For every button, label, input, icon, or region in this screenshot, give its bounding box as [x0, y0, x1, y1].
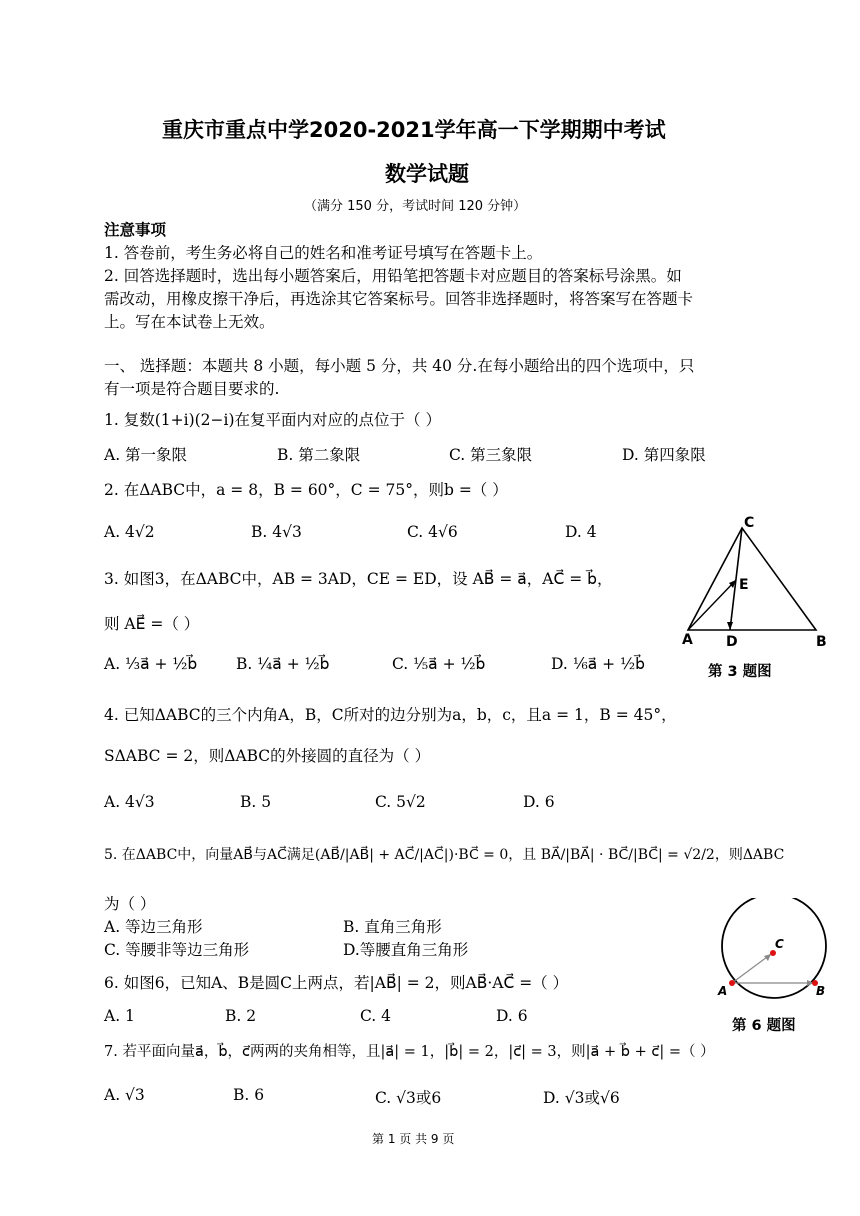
section-1-instruction-line-1: 一、 选择题：本题共 8 小题，每小题 5 分，共 40 分.在每小题给出的四个选项中，只 — [104, 357, 695, 375]
question-7-option-b: B. 6 — [233, 1086, 265, 1104]
exam-title: 重庆市重点中学2020-2021学年高一下学期期中考试 — [162, 118, 666, 142]
question-3-option-d: D. ⅙a⃗ + ½b⃗ — [551, 655, 645, 673]
question-3-stem-line-2: 则 AE⃗ =（ ） — [104, 615, 200, 633]
point-a — [729, 980, 735, 986]
label-a: A — [682, 632, 693, 648]
question-5-stem-line-1: 5. 在ΔABC中，向量AB⃗与AC⃗满足(AB⃗/|AB⃗| + AC⃗/|AC⃗|)·BC⃗ = 0，且 BA⃗/|BA⃗| · BC⃗/|BC⃗| = √2/2，则ΔABC — [104, 847, 785, 863]
question-5-option-d: D.等腰直角三角形 — [343, 941, 469, 959]
figure-3-triangle — [676, 514, 836, 654]
question-7-option-a: A. √3 — [104, 1086, 145, 1104]
question-4-option-d: D. 6 — [523, 793, 555, 811]
question-2-option-a: A. 4√2 — [104, 523, 155, 541]
question-3-option-a: A. ⅓a⃗ + ½b⃗ — [104, 655, 198, 673]
question-6-option-c: C. 4 — [360, 1007, 392, 1025]
question-3-stem-line-1: 3. 如图3，在ΔABC中，AB = 3AD，CE = ED，设 AB⃗ = a⃗，AC⃗ = b⃗， — [104, 570, 613, 588]
notice-item-1: 1. 答卷前，考生务必将自己的姓名和准考证号填写在答题卡上。 — [104, 244, 543, 262]
question-1-stem: 1. 复数(1+i)(2−i)在复平面内对应的点位于（ ） — [104, 411, 441, 429]
question-5-option-b: B. 直角三角形 — [343, 918, 442, 936]
question-5-option-a: A. 等边三角形 — [104, 918, 203, 936]
question-6-stem: 6. 如图6，已知A、B是圆C上两点，若|AB⃗| = 2，则AB⃗·AC⃗ =（ ） — [104, 974, 569, 992]
question-2-option-b: B. 4√3 — [251, 523, 302, 541]
subject-title: 数学试题 — [385, 162, 469, 186]
question-6-option-a: A. 1 — [104, 1007, 135, 1025]
question-1-option-d: D. 第四象限 — [622, 446, 706, 464]
notice-heading: 注意事项 — [104, 221, 167, 239]
label-d: D — [726, 634, 738, 650]
question-2-option-d: D. 4 — [565, 523, 597, 541]
notice-item-2-line-1: 2. 回答选择题时，选出每小题答案后，用铅笔把答题卡对应题目的答案标号涂黑。如 — [104, 267, 682, 285]
label-b: B — [816, 984, 826, 998]
question-4-stem-line-2: SΔABC = 2，则ΔABC的外接圆的直径为（ ） — [104, 747, 431, 765]
page-number: 第 1 页 共 9 页 — [372, 1132, 455, 1146]
question-7-option-d: D. √3或√6 — [543, 1089, 620, 1107]
triangle-abc — [688, 528, 816, 630]
question-1-option-c: C. 第三象限 — [449, 446, 533, 464]
label-e: E — [739, 577, 749, 593]
question-2-option-c: C. 4√6 — [407, 523, 458, 541]
notice-item-2-line-2: 需改动，用橡皮擦干净后，再选涂其它答案标号。回答非选择题时，将答案写在答题卡 — [104, 290, 694, 308]
segment-ac — [732, 954, 771, 983]
question-7-option-c: C. √3或6 — [375, 1089, 442, 1107]
exam-info: （满分 150 分，考试时间 120 分钟） — [304, 199, 527, 214]
label-a: A — [718, 984, 728, 998]
question-4-option-b: B. 5 — [240, 793, 272, 811]
section-1-instruction-line-2: 有一项是符合题目要求的. — [104, 380, 280, 398]
question-1-option-a: A. 第一象限 — [104, 446, 188, 464]
figure-3-caption: 第 3 题图 — [708, 664, 772, 680]
label-c: C — [775, 937, 784, 951]
question-7-stem: 7. 若平面向量a⃗，b⃗，c⃗两两的夹角相等，且|a⃗| = 1，|b⃗| = 2，|c⃗| = 3，则|a⃗ + b⃗ + c⃗| =（ ） — [104, 1044, 715, 1060]
question-1-option-b: B. 第二象限 — [277, 446, 361, 464]
question-5-option-c: C. 等腰非等边三角形 — [104, 941, 250, 959]
question-2-stem: 2. 在ΔABC中，a = 8，B = 60°，C = 75°，则b =（ ） — [104, 481, 508, 499]
arrow-head-d — [727, 622, 733, 630]
question-5-stem-line-2: 为（ ） — [104, 895, 156, 913]
question-3-option-b: B. ¼a⃗ + ½b⃗ — [236, 655, 330, 673]
notice-item-2-line-3: 上。写在本试卷上无效。 — [104, 313, 275, 331]
question-4-option-a: A. 4√3 — [104, 793, 155, 811]
question-4-stem-line-1: 4. 已知ΔABC的三个内角A，B，C所对的边分别为a，b，c，且a = 1，B = 45°， — [104, 706, 677, 724]
figure-6-circle — [710, 898, 836, 1010]
question-6-option-d: D. 6 — [496, 1007, 528, 1025]
label-c: C — [744, 515, 755, 531]
figure-6-caption: 第 6 题图 — [732, 1018, 796, 1034]
label-b: B — [816, 634, 827, 650]
question-6-option-b: B. 2 — [225, 1007, 257, 1025]
question-4-option-c: C. 5√2 — [375, 793, 426, 811]
arrow-head-c — [764, 954, 771, 961]
question-3-option-c: C. ⅕a⃗ + ½b⃗ — [392, 655, 486, 673]
